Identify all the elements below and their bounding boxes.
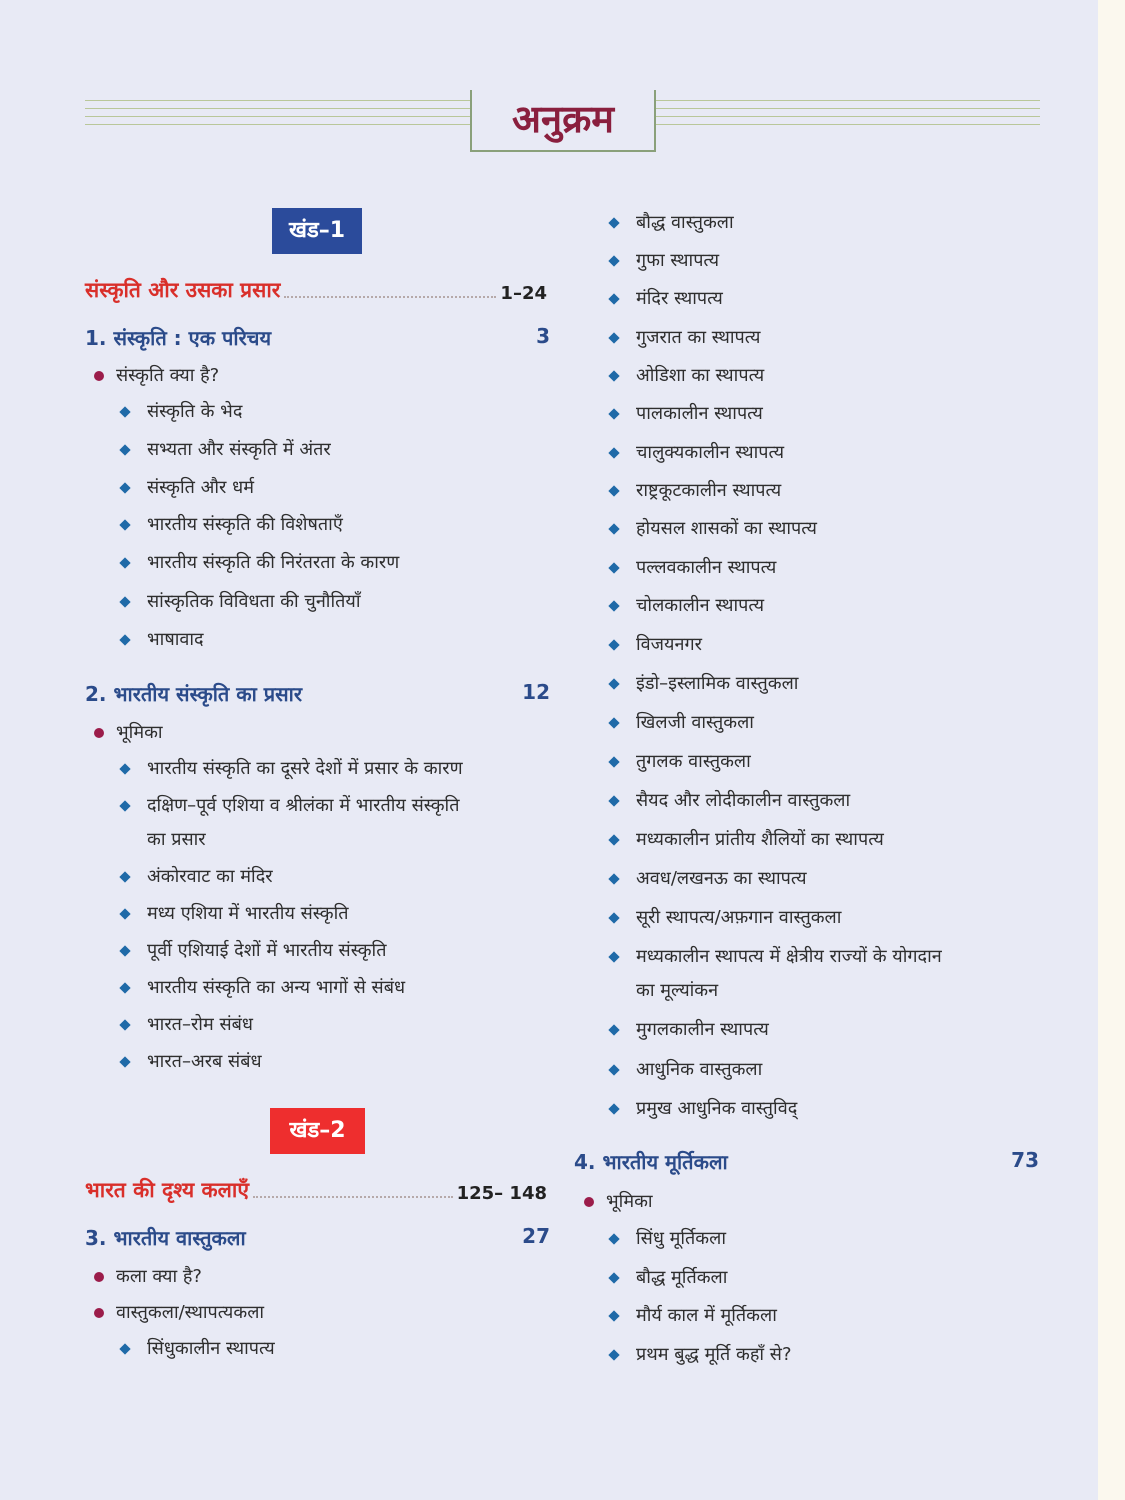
list-item: चालुक्यकालीन स्थापत्य [636, 436, 784, 470]
diamond-bullet-icon [608, 332, 619, 343]
diamond-bullet-icon [119, 634, 130, 645]
diamond-bullet-icon [608, 951, 619, 962]
list-item: चोलकालीन स्थापत्य [636, 589, 764, 623]
diamond-bullet-icon [608, 600, 619, 611]
diamond-bullet-icon [608, 370, 619, 381]
chapter-4-page: 73 [1011, 1148, 1039, 1172]
list-item: पूर्वी एशियाई देशों में भारतीय संस्कृति [147, 934, 386, 968]
list-item: होयसल शासकों का स्थापत्य [636, 512, 817, 546]
list-item: सूरी स्थापत्य/अफ़गान वास्तुकला [636, 901, 841, 935]
chapter-2-number: 2. [85, 682, 107, 706]
diamond-bullet-icon [608, 447, 619, 458]
diamond-bullet-icon [608, 795, 619, 806]
title-rule-left [85, 100, 470, 127]
dot-bullet-icon [94, 1308, 104, 1318]
list-item: गुफा स्थापत्य [636, 244, 719, 278]
diamond-bullet-icon [608, 562, 619, 573]
part-1-range: 1–24 [500, 283, 547, 304]
chapter-3-title: भारतीय वास्तुकला [113, 1226, 246, 1250]
diamond-bullet-icon [119, 444, 130, 455]
list-item: मौर्य काल में मूर्तिकला [636, 1299, 777, 1333]
list-item: प्रथम बुद्ध मूर्ति कहाँ से? [636, 1338, 792, 1372]
list-item: बौद्ध वास्तुकला [636, 206, 734, 240]
list-item: भाषावाद [147, 623, 204, 657]
list-item: मध्यकालीन स्थापत्य में क्षेत्रीय राज्यों के योगदान का मूल्यांकन [636, 940, 942, 1008]
diamond-bullet-icon [119, 982, 130, 993]
diamond-bullet-icon [119, 871, 130, 882]
list-item: वास्तुकला/स्थापत्यकला [116, 1296, 264, 1330]
dot-bullet-icon [94, 371, 104, 381]
list-item: राष्ट्रकूटकालीन स्थापत्य [636, 474, 781, 508]
list-item: खिलजी वास्तुकला [636, 706, 754, 740]
list-item: भूमिका [606, 1185, 653, 1219]
diamond-bullet-icon [608, 1233, 619, 1244]
dotted-leader [284, 296, 496, 298]
list-item: इंडो–इस्लामिक वास्तुकला [636, 667, 798, 701]
list-item: मंदिर स्थापत्य [636, 282, 723, 316]
title-rule-right [652, 100, 1040, 127]
list-item: अंकोरवाट का मंदिर [147, 860, 273, 894]
list-item: भारतीय संस्कृति का अन्य भागों से संबंध [147, 971, 405, 1005]
list-item: भारत–अरब संबंध [147, 1045, 262, 1079]
chapter-1-page: 3 [536, 324, 550, 348]
diamond-bullet-icon [119, 557, 130, 568]
chapter-2-title: भारतीय संस्कृति का प्रसार [113, 682, 303, 706]
dotted-leader [253, 1196, 453, 1198]
list-item: ओडिशा का स्थापत्य [636, 359, 764, 393]
diamond-bullet-icon [608, 1272, 619, 1283]
chapter-1-heading[interactable] [85, 324, 550, 351]
dot-bullet-icon [584, 1197, 594, 1207]
list-item: प्रमुख आधुनिक वास्तुविद् [636, 1092, 797, 1126]
list-item: तुगलक वास्तुकला [636, 745, 751, 779]
diamond-bullet-icon [608, 255, 619, 266]
list-item: सैयद और लोदीकालीन वास्तुकला [636, 784, 850, 818]
diamond-bullet-icon [608, 834, 619, 845]
list-item: भूमिका [116, 716, 163, 750]
chapter-3-number: 3. [85, 1226, 107, 1250]
list-item: अवध/लखनऊ का स्थापत्य [636, 862, 807, 896]
list-item: सिंधुकालीन स्थापत्य [147, 1332, 275, 1366]
chapter-3-page: 27 [522, 1224, 550, 1248]
list-item: कला क्या है? [116, 1260, 202, 1294]
diamond-bullet-icon [608, 873, 619, 884]
list-item: भारतीय संस्कृति की विशेषताएँ [147, 508, 343, 542]
list-item: सिंधु मूर्तिकला [636, 1222, 726, 1256]
diamond-bullet-icon [608, 1103, 619, 1114]
diamond-bullet-icon [608, 717, 619, 728]
list-item: पल्लवकालीन स्थापत्य [636, 551, 776, 585]
chapter-2-page: 12 [522, 680, 550, 704]
khand-1-badge: खंड–1 [272, 208, 362, 254]
list-item: आधुनिक वास्तुकला [636, 1053, 762, 1087]
diamond-bullet-icon [119, 1056, 130, 1067]
chapter-4-heading[interactable] [574, 1148, 1039, 1175]
list-item: मुगलकालीन स्थापत्य [636, 1013, 769, 1047]
diamond-bullet-icon [608, 293, 619, 304]
list-item: संस्कृति क्या है? [116, 359, 219, 393]
dot-bullet-icon [94, 1272, 104, 1282]
part-1-title: संस्कृति और उसका प्रसार [85, 278, 281, 302]
dot-bullet-icon [94, 728, 104, 738]
diamond-bullet-icon [608, 1024, 619, 1035]
list-item: मध्य एशिया में भारतीय संस्कृति [147, 897, 349, 931]
diamond-bullet-icon [608, 912, 619, 923]
title-box [470, 90, 656, 152]
diamond-bullet-icon [608, 523, 619, 534]
chapter-1-title: संस्कृति : एक परिचय [113, 326, 272, 350]
list-item: गुजरात का स्थापत्य [636, 321, 760, 355]
diamond-bullet-icon [608, 408, 619, 419]
list-item: मध्यकालीन प्रांतीय शैलियों का स्थापत्य [636, 823, 884, 857]
part-2-title: भारत की दृश्य कलाएँ [85, 1178, 249, 1202]
diamond-bullet-icon [608, 1064, 619, 1075]
list-item: संस्कृति और धर्म [147, 471, 254, 505]
chapter-3-heading[interactable] [85, 1224, 550, 1251]
chapter-2-heading[interactable] [85, 680, 550, 707]
list-item: पालकालीन स्थापत्य [636, 397, 763, 431]
diamond-bullet-icon [119, 1019, 130, 1030]
diamond-bullet-icon [608, 639, 619, 650]
list-item: संस्कृति के भेद [147, 395, 242, 429]
list-item: सभ्यता और संस्कृति में अंतर [147, 433, 331, 467]
diamond-bullet-icon [608, 217, 619, 228]
diamond-bullet-icon [119, 482, 130, 493]
part-2-title-row[interactable] [85, 1176, 547, 1204]
list-item: विजयनगर [636, 628, 702, 662]
diamond-bullet-icon [608, 756, 619, 767]
khand-2-badge: खंड–2 [270, 1108, 365, 1154]
part-2-range: 125– 148 [456, 1183, 547, 1204]
diamond-bullet-icon [119, 945, 130, 956]
chapter-4-title: भारतीय मूर्तिकला [602, 1150, 728, 1174]
chapter-1-number: 1. [85, 326, 107, 350]
chapter-4-number: 4. [574, 1150, 596, 1174]
list-item: भारतीय संस्कृति की निरंतरता के कारण [147, 546, 399, 580]
diamond-bullet-icon [608, 678, 619, 689]
diamond-bullet-icon [119, 763, 130, 774]
list-item: दक्षिण–पूर्व एशिया व श्रीलंका में भारतीय संस्कृति का प्रसार [147, 789, 459, 857]
diamond-bullet-icon [119, 519, 130, 530]
list-item: भारत–रोम संबंध [147, 1008, 253, 1042]
part-1-title-row[interactable] [85, 276, 547, 304]
list-item: बौद्ध मूर्तिकला [636, 1261, 727, 1295]
list-item: भारतीय संस्कृति का दूसरे देशों में प्रसार के कारण [147, 752, 463, 786]
diamond-bullet-icon [119, 908, 130, 919]
diamond-bullet-icon [608, 1349, 619, 1360]
page-title: अनुक्रम [511, 97, 615, 141]
diamond-bullet-icon [119, 406, 130, 417]
diamond-bullet-icon [608, 1310, 619, 1321]
diamond-bullet-icon [119, 596, 130, 607]
list-item: सांस्कृतिक विविधता की चुनौतियाँ [147, 585, 361, 619]
diamond-bullet-icon [608, 485, 619, 496]
diamond-bullet-icon [119, 800, 130, 811]
diamond-bullet-icon [119, 1343, 130, 1354]
